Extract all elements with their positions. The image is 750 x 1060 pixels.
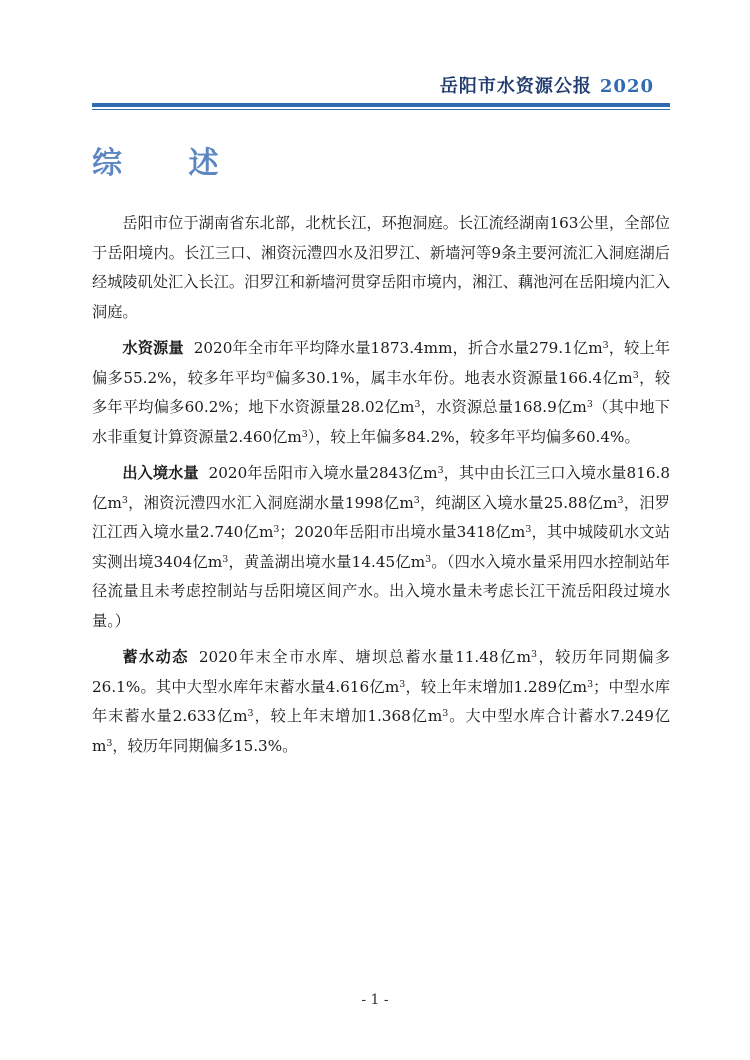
paragraph-text: 偏多30.1%，属丰水年份。地表水资源量166.4亿m (274, 368, 633, 387)
unit-superscript: 3 (442, 707, 449, 719)
paragraph-text: ，较多年平均偏多60.2%；地下水资源量28.02亿m (92, 368, 671, 416)
document-body (92, 209, 670, 761)
water-resources-paragraph (92, 334, 670, 452)
unit-superscript: 3 (525, 523, 532, 535)
paragraph-text: ，其中城陵矶水文站实测出境3404亿m (92, 523, 670, 571)
paragraph-text: 。大中型水库合计蓄水7.249亿m (92, 707, 670, 755)
paragraph-heading: 出入境水量 (122, 464, 199, 482)
paragraph-text: 2020年岳阳市入境水量2843亿m (208, 464, 438, 482)
unit-superscript: 3 (617, 494, 624, 506)
unit-superscript: 3 (587, 678, 594, 690)
paragraph-heading: 蓄水动态 (122, 648, 189, 666)
paragraph-text: 。（四水入境水量采用四水控制站年径流量且未考虑控制站与岳阳境区间产水。出入境水量未考虑长江干流岳阳段过境水量。） (92, 552, 670, 630)
paragraph-text: ，较上年偏多55.2%，较多年平均 (92, 339, 671, 387)
report-title: 岳阳市水资源公报 (439, 76, 592, 97)
unit-superscript: 3 (602, 339, 609, 351)
report-year: 2020 (599, 76, 654, 97)
paragraph-heading: 水资源量 (122, 339, 184, 357)
unit-superscript: 3 (586, 398, 593, 410)
unit-superscript: 3 (413, 494, 420, 506)
page-number: - 1 - (361, 992, 389, 1008)
unit-superscript: 3 (399, 678, 406, 690)
page-header (92, 72, 670, 102)
unit-superscript: 3 (106, 737, 113, 749)
paragraph-text: ），较上年偏多84.2%，较多年平均偏多60.4%。 (307, 427, 640, 446)
paragraph-text: （其中地下水非重复计算资源量2.460亿m (92, 398, 670, 446)
header-divider-thin (92, 109, 670, 110)
storage-dynamics-paragraph (92, 643, 670, 761)
paragraph-text: 2020年全市年平均降水量1873.4mm，折合水量279.1亿m (193, 339, 603, 357)
section-title: 综 述 (92, 146, 247, 181)
paragraph-text: ，较上年末增加1.368亿m (253, 707, 443, 725)
unit-superscript: 3 (632, 369, 639, 381)
paragraph-text: ，纯湖区入境水量25.88亿m (419, 493, 618, 512)
paragraph-text: ，湘资沅澧四水汇入洞庭湖水量1998亿m (127, 493, 414, 512)
paragraph-text: ，较历年同期偏多26.1%。其中大型水库年末蓄水量4.616亿m (92, 648, 671, 696)
paragraph-text: 2020年末全市水库、塘坝总蓄水量11.48亿m (198, 648, 532, 666)
paragraph-text: ；2020年岳阳市出境水量3418亿m (279, 523, 526, 541)
unit-superscript: 3 (121, 494, 128, 506)
intro-paragraph: 岳阳市位于湖南省东北部，北枕长江，环抱洞庭。长江流经湖南163公里，全部位于岳阳境内。长江三口、湘资沅澧四水及汨罗江、新墙河等9条主要河流汇入洞庭湖后经城陵矶处汇入长江。汨罗江和新墙河贯穿岳阳市境内，湘江、藕池河在岳阳境内汇入洞庭。 (92, 214, 670, 321)
unit-superscript: 3 (273, 523, 280, 535)
paragraph-text: ，黄盖湖出境水量14.45亿m (228, 552, 426, 571)
unit-superscript: 3 (437, 464, 444, 476)
paragraph-text: ，较历年同期偏多15.3%。 (112, 736, 298, 755)
paragraph-text: ，其中由长江三口入境水量816.8亿m (92, 464, 670, 512)
unit-superscript: 3 (531, 648, 538, 660)
unit-superscript: 3 (222, 553, 229, 565)
inflow-outflow-paragraph (92, 459, 670, 636)
unit-superscript: 3 (301, 428, 308, 440)
paragraph-text: ，水资源总量168.9亿m (420, 398, 587, 416)
unit-superscript: 3 (425, 553, 432, 565)
header-title (440, 72, 654, 98)
header-divider (92, 103, 670, 107)
paragraph-text: ，汨罗江江西入境水量2.740亿m (92, 493, 670, 541)
unit-superscript: 3 (247, 707, 254, 719)
footnote-marker[interactable]: ① (266, 369, 275, 381)
unit-superscript: 3 (414, 398, 421, 410)
paragraph-text: ；中型水库年末蓄水量2.633亿m (92, 677, 670, 725)
paragraph-text: ，较上年末增加1.289亿m (405, 677, 588, 696)
